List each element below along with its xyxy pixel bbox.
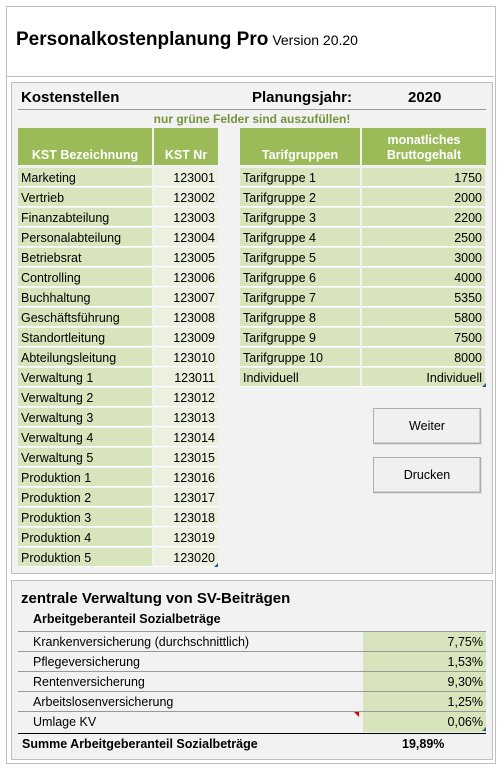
tarif-name-cell[interactable]: Tarifgruppe 2: [240, 188, 360, 207]
sv-label: Rentenversicherung: [33, 675, 145, 689]
hint-text: nur grüne Felder sind auszufüllen!: [18, 109, 486, 128]
kst-nr-cell[interactable]: 123001: [154, 168, 218, 187]
comment-indicator: [354, 712, 359, 717]
tarif-gehalt-cell[interactable]: 8000: [362, 348, 485, 367]
tarif-row: [240, 228, 486, 248]
kst-name-cell[interactable]: Produktion 4: [18, 528, 152, 547]
drucken-button[interactable]: Drucken: [373, 457, 481, 493]
tarif-row: [240, 168, 486, 188]
kst-nr-cell[interactable]: 123013: [154, 408, 218, 427]
kst-name-cell[interactable]: Produktion 1: [18, 468, 152, 487]
col-header-kst-name: KST Bezeichnung: [18, 128, 152, 165]
sv-subheading: Arbeitgeberanteil Sozialbeträge: [33, 612, 221, 626]
kst-name-cell[interactable]: Personalabteilung: [18, 228, 152, 247]
tarif-row: [240, 208, 486, 228]
tarif-gehalt-cell[interactable]: 2000: [362, 188, 485, 207]
tarif-name-cell[interactable]: Tarifgruppe 6: [240, 268, 360, 287]
kst-row: [18, 328, 218, 348]
kst-row: [18, 528, 218, 548]
kst-name-cell[interactable]: Produktion 2: [18, 488, 152, 507]
kst-row: [18, 228, 218, 248]
kst-nr-cell[interactable]: 123015: [154, 448, 218, 467]
tarif-gehalt-cell[interactable]: 2500: [362, 228, 485, 247]
col-header-tarifgruppen: Tarifgruppen: [240, 128, 360, 165]
kst-row: [18, 408, 218, 428]
cell-comment-marker: [214, 563, 218, 567]
sv-row: [18, 711, 486, 732]
kst-row: [18, 308, 218, 328]
tarif-gehalt-cell[interactable]: 2200: [362, 208, 485, 227]
tarif-gehalt-cell[interactable]: 5800: [362, 308, 485, 327]
kst-name-cell[interactable]: Abteilungsleitung: [18, 348, 152, 367]
tarif-row: [240, 308, 486, 328]
kst-row: [18, 348, 218, 368]
kst-name-cell[interactable]: Controlling: [18, 268, 152, 287]
sv-label: Arbeitslosenversicherung: [33, 695, 174, 709]
sv-row: [18, 651, 486, 672]
kst-nr-cell[interactable]: 123018: [154, 508, 218, 527]
sv-label: Pflegeversicherung: [33, 655, 141, 669]
kst-name-cell[interactable]: Verwaltung 2: [18, 388, 152, 407]
kst-name-cell[interactable]: Verwaltung 1: [18, 368, 152, 387]
tarif-row: [240, 348, 486, 368]
sv-sum-row: [18, 733, 486, 754]
sv-sum-label: Summe Arbeitgeberanteil Sozialbeträge: [22, 737, 258, 751]
cell-comment-marker: [482, 727, 486, 731]
sv-heading: zentrale Verwaltung von SV-Beiträgen: [21, 590, 291, 607]
app-version: Version 20.20: [272, 32, 358, 48]
sv-row: [18, 691, 486, 712]
kst-row: [18, 508, 218, 528]
kst-row: [18, 188, 218, 208]
kst-row: [18, 248, 218, 268]
kst-name-cell[interactable]: Produktion 3: [18, 508, 152, 527]
tarif-row: [240, 188, 486, 208]
kst-nr-cell[interactable]: 123020: [154, 548, 218, 567]
col-header-bruttogehalt: monatliches Bruttogehalt: [362, 128, 486, 165]
kst-row: [18, 468, 218, 488]
planning-year-label: Planungsjahr:: [252, 89, 353, 106]
tarif-name-cell[interactable]: Tarifgruppe 5: [240, 248, 360, 267]
tarif-gehalt-cell[interactable]: Individuell: [362, 368, 485, 387]
kst-nr-cell[interactable]: 123014: [154, 428, 218, 447]
kst-row: [18, 268, 218, 288]
kst-name-cell[interactable]: Finanzabteilung: [18, 208, 152, 227]
tarif-name-cell[interactable]: Tarifgruppe 1: [240, 168, 360, 187]
tarif-gehalt-cell[interactable]: 3000: [362, 248, 485, 267]
kst-row: [18, 488, 218, 508]
col-header-kst-nr: KST Nr: [154, 128, 218, 165]
kst-nr-cell[interactable]: 123007: [154, 288, 218, 307]
sv-value-cell[interactable]: 1,53%: [363, 652, 486, 672]
sv-row: [18, 671, 486, 692]
tarif-row: [240, 248, 486, 268]
sv-value-cell[interactable]: 9,30%: [363, 672, 486, 692]
kst-name-cell[interactable]: Produktion 5: [18, 548, 152, 567]
cell-comment-marker: [482, 383, 486, 387]
kst-name-cell[interactable]: Betriebsrat: [18, 248, 152, 267]
kst-nr-cell[interactable]: 123005: [154, 248, 218, 267]
tarif-gehalt-cell[interactable]: 7500: [362, 328, 485, 347]
kst-row: [18, 548, 218, 568]
tarif-name-cell[interactable]: Tarifgruppe 4: [240, 228, 360, 247]
tarif-name-cell[interactable]: Individuell: [240, 368, 360, 387]
sv-label: Umlage KV: [33, 715, 97, 729]
kst-nr-cell[interactable]: 123002: [154, 188, 218, 207]
tarif-row: [240, 368, 486, 388]
kst-name-cell[interactable]: Geschäftsführung: [18, 308, 152, 327]
tarif-name-cell[interactable]: Tarifgruppe 7: [240, 288, 360, 307]
kst-nr-cell[interactable]: 123010: [154, 348, 218, 367]
tarif-name-cell[interactable]: Tarifgruppe 8: [240, 308, 360, 327]
tarif-gehalt-cell[interactable]: 1750: [362, 168, 485, 187]
kst-nr-cell[interactable]: 123003: [154, 208, 218, 227]
kst-nr-cell[interactable]: 123012: [154, 388, 218, 407]
kst-row: [18, 208, 218, 228]
kst-nr-cell[interactable]: 123016: [154, 468, 218, 487]
kst-nr-cell[interactable]: 123008: [154, 308, 218, 327]
kst-row: [18, 448, 218, 468]
kst-row: [18, 368, 218, 388]
tarif-gehalt-cell[interactable]: 4000: [362, 268, 485, 287]
tarif-gehalt-cell[interactable]: 5350: [362, 288, 485, 307]
kst-name-cell[interactable]: Standortleitung: [18, 328, 152, 347]
kst-nr-cell[interactable]: 123009: [154, 328, 218, 347]
kst-nr-cell[interactable]: 123019: [154, 528, 218, 547]
kst-name-cell[interactable]: Verwaltung 4: [18, 428, 152, 447]
kst-name-cell[interactable]: Verwaltung 3: [18, 408, 152, 427]
sv-value-cell[interactable]: 1,25%: [363, 692, 486, 712]
kst-name-cell[interactable]: Vertrieb: [18, 188, 152, 207]
tarif-name-cell[interactable]: Tarifgruppe 9: [240, 328, 360, 347]
sv-value-cell[interactable]: 7,75%: [363, 632, 486, 652]
kst-name-cell[interactable]: Verwaltung 5: [18, 448, 152, 467]
kst-name-cell[interactable]: Marketing: [18, 168, 152, 187]
kst-name-cell[interactable]: Buchhaltung: [18, 288, 152, 307]
kst-row: [18, 168, 218, 188]
weiter-button[interactable]: Weiter: [373, 408, 481, 444]
kst-nr-cell[interactable]: 123004: [154, 228, 218, 247]
sv-label: Krankenversicherung (durchschnittlich): [33, 635, 250, 649]
tarif-row: [240, 328, 486, 348]
kst-nr-cell[interactable]: 123006: [154, 268, 218, 287]
sv-value-cell[interactable]: 0,06%: [363, 712, 486, 732]
kostenstellen-heading: Kostenstellen: [21, 89, 120, 106]
app-title: [16, 29, 358, 51]
tarif-row: [240, 288, 486, 308]
kst-row: [18, 288, 218, 308]
tarif-row: [240, 268, 486, 288]
tarif-name-cell[interactable]: Tarifgruppe 10: [240, 348, 360, 367]
kst-row: [18, 388, 218, 408]
sv-row: [18, 631, 486, 652]
sv-sum-value: 19,89%: [402, 737, 445, 751]
app-title-text: Personalkostenplanung Pro: [16, 29, 269, 50]
tarif-name-cell[interactable]: Tarifgruppe 3: [240, 208, 360, 227]
kst-row: [18, 428, 218, 448]
planning-year-value[interactable]: 2020: [408, 89, 442, 106]
kst-nr-cell[interactable]: 123011: [154, 368, 218, 387]
kst-nr-cell[interactable]: 123017: [154, 488, 218, 507]
